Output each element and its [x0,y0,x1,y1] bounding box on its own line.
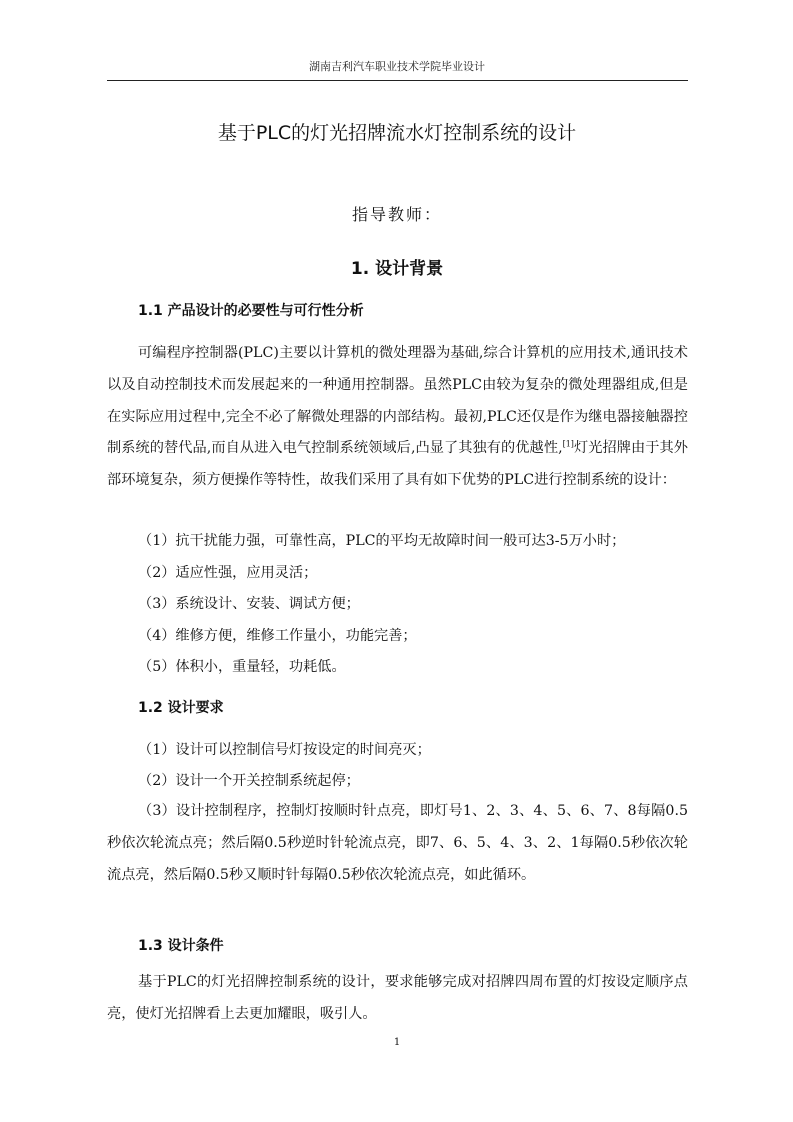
subsection-heading-1-2: 1.2 设计要求 [138,700,224,716]
list-item: （5）体积小，重量轻，功耗低。 [138,659,346,675]
list-item: （4）维修方便，维修工作量小，功能完善； [138,628,417,644]
list-item: （1）设计可以控制信号灯按设定的时间亮灭； [138,742,431,758]
header-rule [107,80,688,81]
paragraph-text-part2: 灯光招牌由于其外部环境复杂，须方便操作等特性，故我们采用了具有如下优势的PLC进行控制系统的设计： [107,440,688,489]
list-item: （3）系统设计、安装、调试方便； [138,596,360,612]
list-item: （1）抗干扰能力强，可靠性高，PLC的平均无故障时间一般可达3-5万小时； [138,533,626,549]
running-header: 湖南吉利汽车职业技术学院毕业设计 [309,60,485,73]
citation-ref: [1] [562,439,574,449]
advisor-label: 指导教师： [351,205,442,224]
page-number: 1 [393,1037,401,1048]
document-title: 基于PLC的灯光招牌流水灯控制系统的设计 [217,122,577,144]
section-heading-1: 1. 设计背景 [350,259,444,279]
subsection-heading-1-3: 1.3 设计条件 [138,938,224,954]
paragraph-design-conditions: 基于PLC的灯光招牌控制系统的设计，要求能够完成对招牌四周布置的灯按设定顺序点亮，使灯光招牌看上去更加耀眼，吸引人。 [107,974,688,1022]
paragraph-plc-intro [107,338,688,497]
list-item: （2）适应性强，应用灵活； [138,565,318,581]
list-item: （2）设计一个开关控制系统起停； [138,773,360,789]
paragraph-text-part1: 可编程序控制器(PLC)主要以计算机的微处理器为基础,综合计算机的应用技术,通讯技术以及自动控制技术而发展起来的一种通用控制器。虽然PLC由较为复杂的微处理器组成,但是在实际应用过程中,完全不必了解微处理器的内部结构。最初,PLC还仅是作为继电器接触器控制系统的替代品,而自从进入电气控制系统领域后,凸显了其独有的优越性, [107,345,688,457]
requirement-item-3: （3）设计控制程序，控制灯按顺时针点亮，即灯号1、2、3、4、5、6、7、8每隔0.5秒依次轮流点亮；然后隔0.5秒逆时针轮流点亮，即7、6、5、4、3、2、1每隔0.5秒依次轮流点亮，然后隔0.5秒又顺时针每隔0.5秒依次轮流点亮，如此循环。 [107,803,688,883]
subsection-heading-1-1: 1.1 产品设计的必要性与可行性分析 [138,303,364,319]
